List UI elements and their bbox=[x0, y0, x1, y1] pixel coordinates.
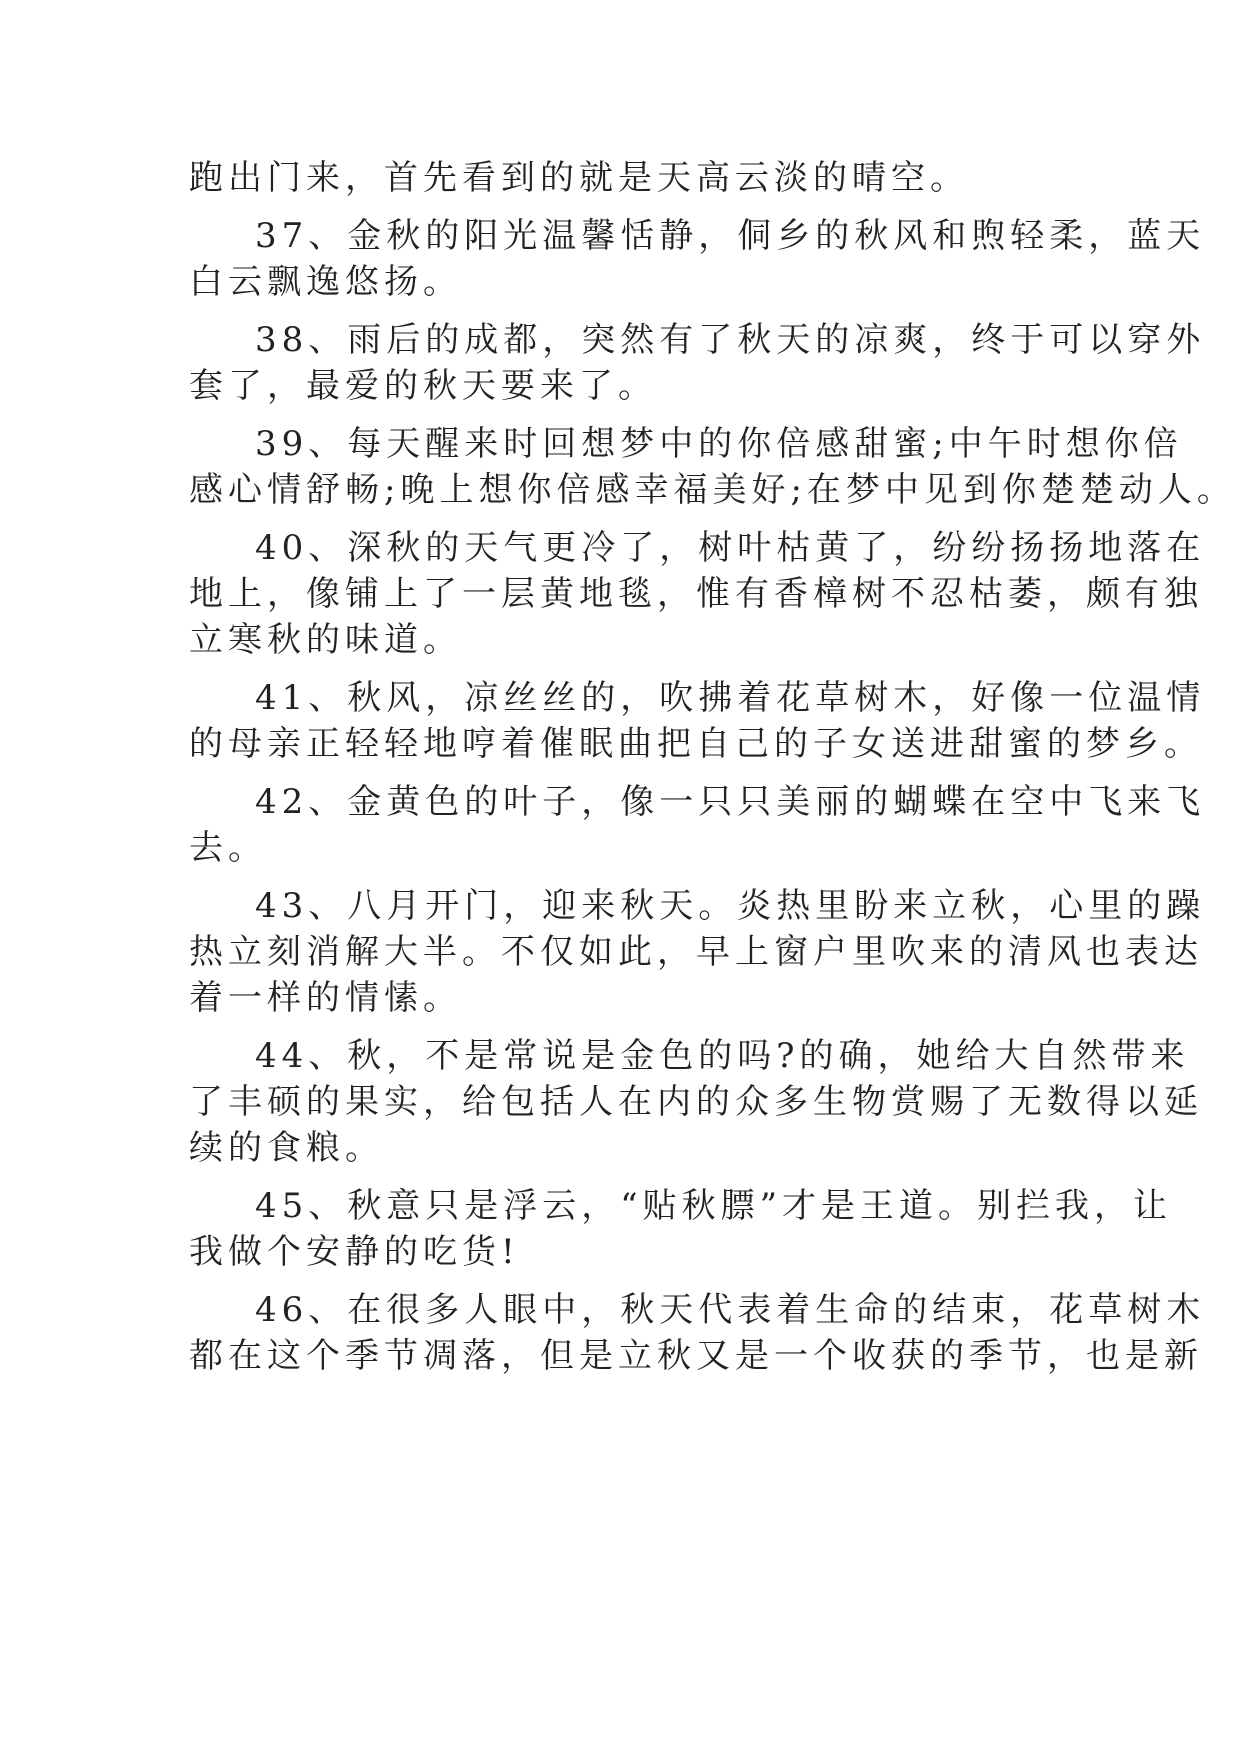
text-line: 的母亲正轻轻地哼着催眠曲把自己的子女送进甜蜜的梦乡。 bbox=[189, 724, 1203, 764]
text-line: 了丰硕的果实，给包括人在内的众多生物赏赐了无数得以延 bbox=[189, 1082, 1203, 1122]
text-line: 44、秋，不是常说是金色的吗?的确，她给大自然带来 bbox=[255, 1036, 1190, 1076]
text-line: 热立刻消解大半。不仅如此，早上窗户里吹来的清风也表达 bbox=[189, 932, 1203, 972]
text-line: 白云飘逸悠扬。 bbox=[189, 262, 462, 302]
text-line: 地上，像铺上了一层黄地毯，惟有香樟树不忍枯萎，颇有独 bbox=[189, 574, 1203, 614]
text-line: 41、秋风，凉丝丝的，吹拂着花草树木，好像一位温情 bbox=[255, 678, 1206, 718]
text-line: 45、秋意只是浮云，“贴秋膘”才是王道。别拦我，让 bbox=[255, 1186, 1173, 1226]
text-line: 去。 bbox=[189, 828, 267, 868]
text-line: 套了，最爱的秋天要来了。 bbox=[189, 366, 657, 406]
text-line: 46、在很多人眼中，秋天代表着生命的结束，花草树木 bbox=[255, 1290, 1206, 1330]
text-line: 42、金黄色的叶子，像一只只美丽的蝴蝶在空中飞来飞 bbox=[255, 782, 1206, 822]
text-line: 跑出门来，首先看到的就是天高云淡的晴空。 bbox=[189, 158, 969, 198]
text-line: 39、每天醒来时回想梦中的你倍感甜蜜;中午时想你倍 bbox=[255, 424, 1183, 464]
text-line: 38、雨后的成都，突然有了秋天的凉爽，终于可以穿外 bbox=[255, 320, 1206, 360]
text-line: 37、金秋的阳光温馨恬静，侗乡的秋风和煦轻柔，蓝天 bbox=[255, 216, 1206, 256]
text-line: 续的食粮。 bbox=[189, 1128, 384, 1168]
text-line: 都在这个季节凋落，但是立秋又是一个收获的季节，也是新 bbox=[189, 1336, 1203, 1376]
text-line: 感心情舒畅;晚上想你倍感幸福美好;在梦中见到你楚楚动人。 bbox=[189, 470, 1236, 510]
text-line: 43、八月开门，迎来秋天。炎热里盼来立秋，心里的躁 bbox=[255, 886, 1206, 926]
text-line: 我做个安静的吃货! bbox=[189, 1232, 520, 1272]
text-line: 40、深秋的天气更冷了，树叶枯黄了，纷纷扬扬地落在 bbox=[255, 528, 1206, 568]
text-line: 着一样的情愫。 bbox=[189, 978, 462, 1018]
text-line: 立寒秋的味道。 bbox=[189, 620, 462, 660]
